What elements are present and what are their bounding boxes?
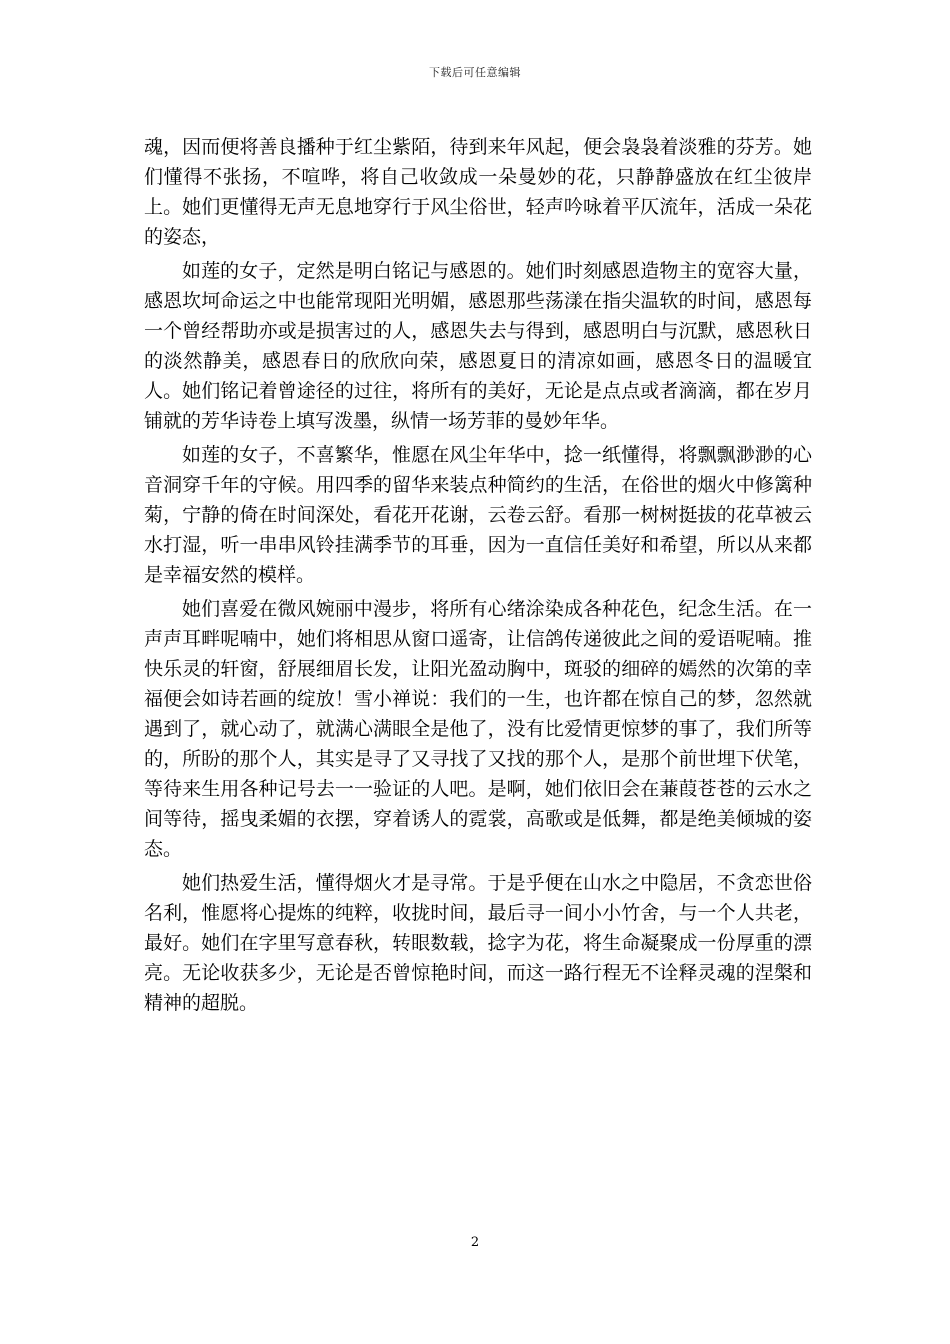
paragraph: 她们喜爱在微风婉丽中漫步，将所有心绪涂染成各种花色，纪念生活。在一声声耳畔呢喃中，她们将相思从窗口遥寄，让信鸽传递彼此之间的爱语呢喃。推快乐灵的轩窗，舒展细眉长发，让阳光盈动胸中，斑驳的细碎的嫣然的次第的幸福便会如诗若画的绽放！雪小禅说：我们的一生，也许都在惊自己的梦，忽然就遇到了，就心动了，就满心满眼全是他了，没有比爱情更惊梦的事了，我们所等的，所盼的那个人，其实是寻了又寻找了又找的那个人，是那个前世埋下伏笔，等待来生用各种记号去一一验证的人吧。是啊，她们依旧会在蒹葭苍苍的云水之间等待，摇曳柔媚的衣摆，穿着诱人的霓裳，高歌或是低舞，都是绝美倾城的姿态。 [144,598,812,860]
body-text [144,132,812,1022]
page-header: 下载后可任意编辑 [429,66,521,79]
paragraph: 她们热爱生活，懂得烟火才是寻常。于是乎便在山水之中隐居，不贪恋世俗名利，惟愿将心提炼的纯粹，收拢时间，最后寻一间小小竹舍，与一个人共老，最好。她们在字里写意春秋，转眼数载，捻字为花，将生命凝聚成一份厚重的漂亮。无论收获多少，无论是否曾惊艳时间，而这一路行程无不诠释灵魂的涅槃和精神的超脱。 [144,872,812,1014]
paragraph: 如莲的女子，不喜繁华，惟愿在风尘年华中，捻一纸懂得，将飘飘渺渺的心音洞穿千年的守候。用四季的留华来装点种简约的生活，在俗世的烟火中修篱种菊，宁静的倚在时间深处，看花开花谢，云卷云舒。看那一树树挺拔的花草被云水打湿，听一串串风铃挂满季节的耳垂，因为一直信任美好和希望，所以从来都是幸福安然的模样。 [144,444,812,586]
page-number: 2 [470,1235,480,1250]
paragraph: 如莲的女子，定然是明白铭记与感恩的。她们时刻感恩造物主的宽容大量，感恩坎坷命运之中也能常现阳光明媚，感恩那些荡漾在指尖温软的时间，感恩每一个曾经帮助亦或是损害过的人，感恩失去与得到，感恩明白与沉默，感恩秋日的淡然静美，感恩春日的欣欣向荣，感恩夏日的清凉如画，感恩冬日的温暖宜人。她们铭记着曾途径的过往，将所有的美好，无论是点点或者滴滴，都在岁月铺就的芳华诗卷上填写泼墨，纵情一场芳菲的曼妙年华。 [144,260,812,432]
paragraph: 魂，因而便将善良播种于红尘紫陌，待到来年风起，便会袅袅着淡雅的芬芳。她们懂得不张扬，不喧哗，将自己收敛成一朵曼妙的花，只静静盛放在红尘彼岸上。她们更懂得无声无息地穿行于风尘俗世，轻声吟咏着平仄流年，活成一朵花的姿态， [144,136,812,248]
